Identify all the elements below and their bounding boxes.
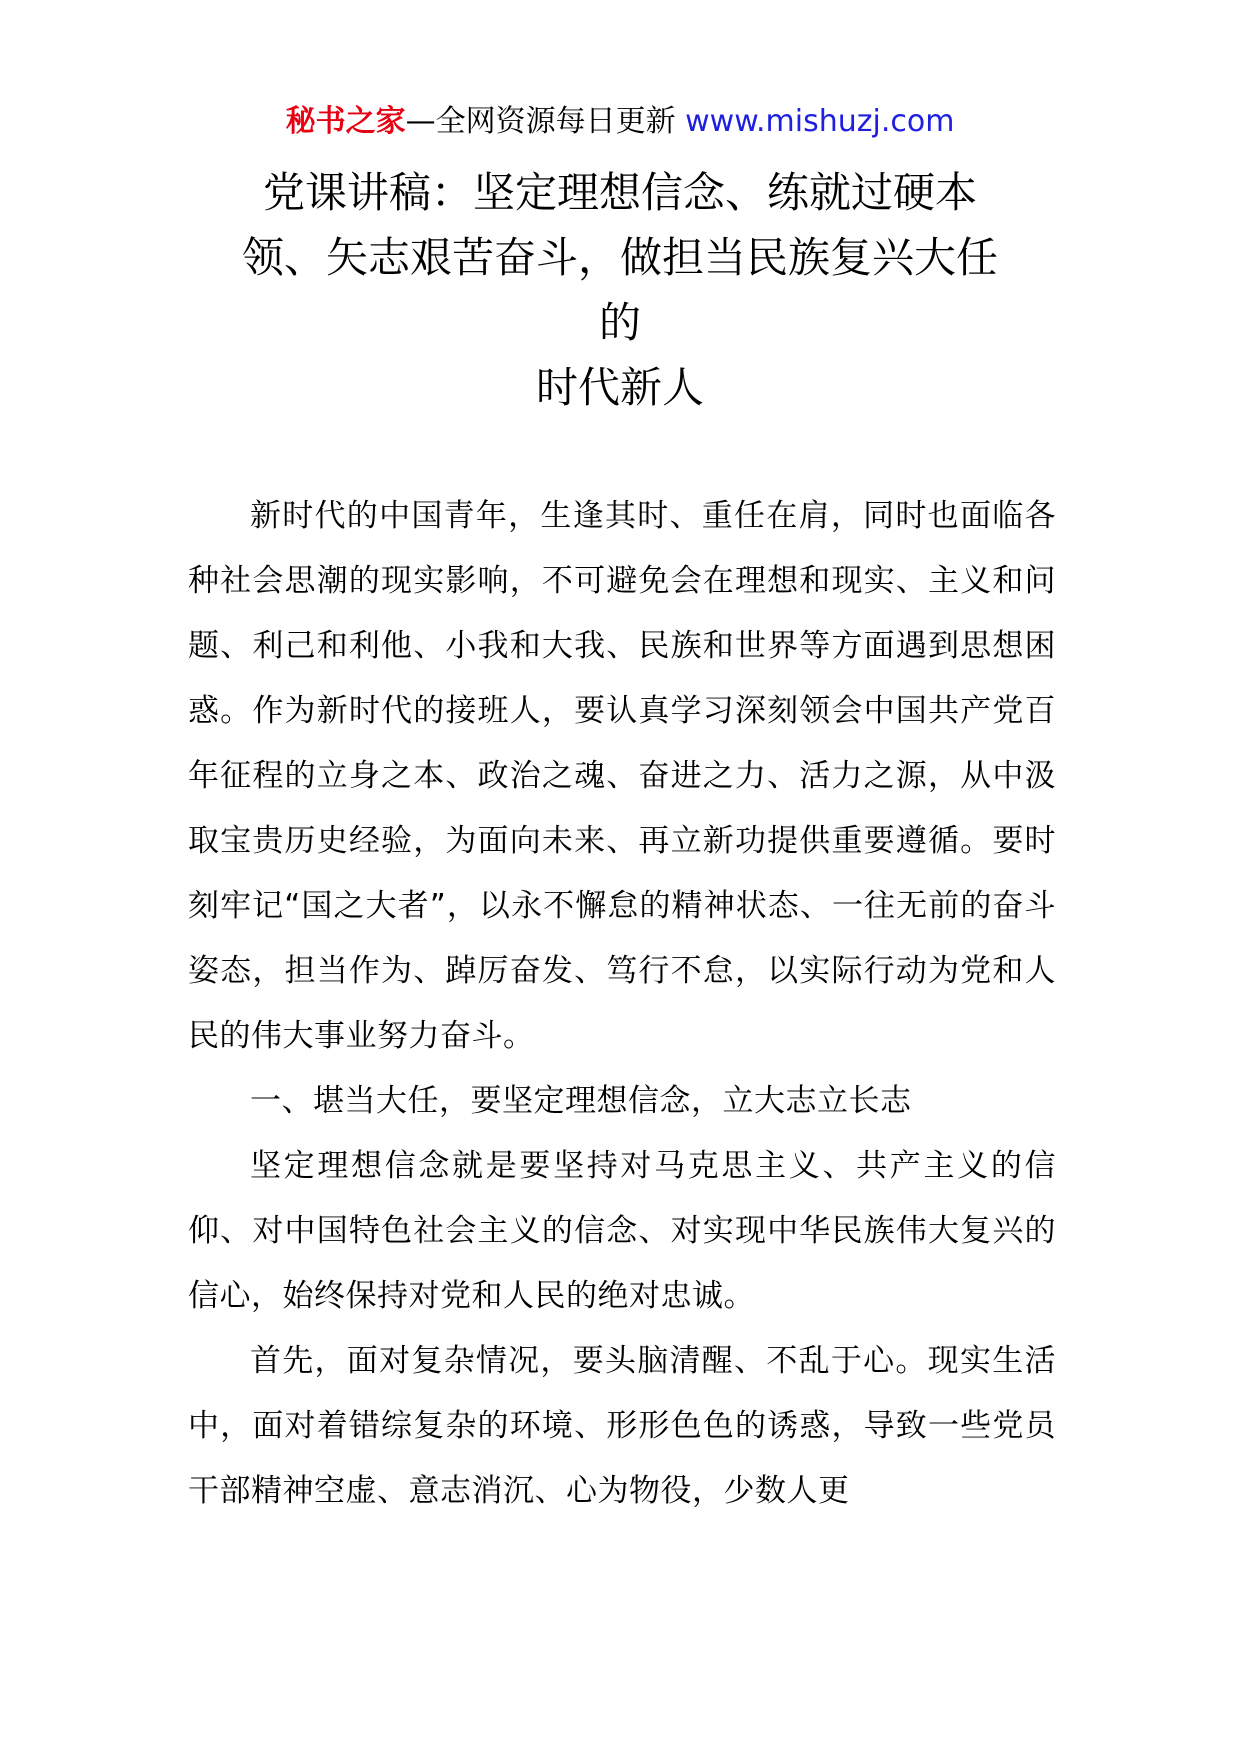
- title-line: 的: [598, 298, 641, 347]
- site-header: [0, 100, 1240, 144]
- body-paragraph: 新时代的中国青年，生逢其时、重任在肩，同时也面临各种社会思潮的现实影响，不可避免会在理想和现实、主义和问题、利己和利他、小我和大我、民族和世界等方面遇到思想困惑。作为新时代的接班人，要认真学习深刻领会中国共产党百年征程的立身之本、政治之魂、奋进之力、活力之源，从中汲取宝贵历史经验，为面向未来、再立新功提供重要遵循。要时刻牢记“国之大者”，以永不懈怠的精神状态、一往无前的奋斗姿态，担当作为、踔厉奋发、笃行不怠，以实际行动为党和人民的伟大事业努力奋斗。: [188, 498, 1056, 1054]
- document-body: [188, 484, 1056, 1524]
- body-paragraph: 坚定理想信念就是要坚持对马克思主义、共产主义的信仰、对中国特色社会主义的信念、对实现中华民族伟大复兴的信心，始终保持对党和人民的绝对忠诚。: [188, 1148, 1056, 1314]
- document-title: [150, 160, 1090, 420]
- site-url[interactable]: www.mishuzj.com: [685, 104, 955, 139]
- title-line: 党课讲稿：坚定理想信念、练就过硬本: [262, 168, 977, 217]
- site-tagline: —全网资源每日更新: [405, 104, 686, 139]
- title-line: 时代新人: [535, 363, 704, 412]
- section-heading: 一、堪当大任，要坚定理想信念，立大志立长志: [250, 1083, 912, 1119]
- title-line: 领、矢志艰苦奋斗，做担当民族复兴大任: [241, 233, 998, 282]
- body-paragraph: 首先，面对复杂情况，要头脑清醒、不乱于心。现实生活中，面对着错综复杂的环境、形形色色的诱惑，导致一些党员干部精神空虚、意志消沉、心为物役，少数人更: [188, 1343, 1056, 1509]
- site-brand: 秘书之家: [285, 104, 406, 139]
